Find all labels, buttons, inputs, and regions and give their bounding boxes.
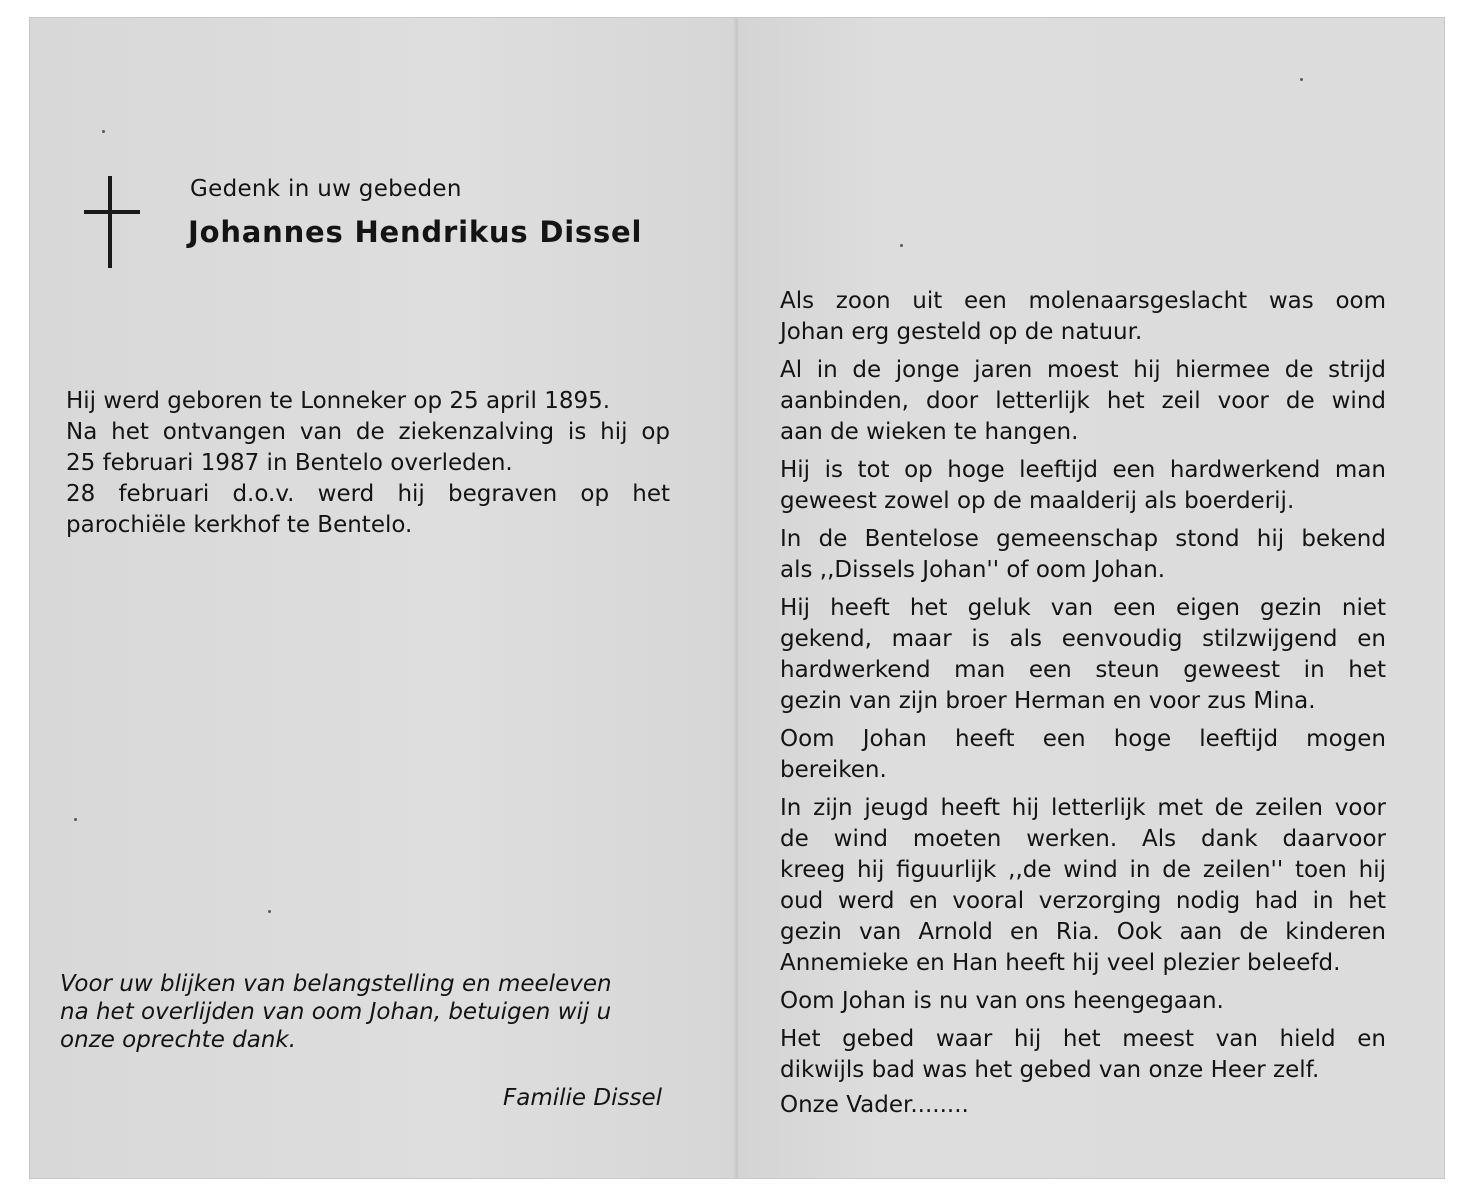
- story-line: Het gebed waar hij het meest van hield en: [780, 1026, 1386, 1052]
- closing-prayer: Onze Vader........: [780, 1092, 969, 1118]
- life-detail-line: parochiële kerkhof te Bentelo.: [66, 512, 413, 538]
- story-paragraph: [780, 455, 1386, 517]
- story-line: Oom Johan heeft een hoge leeftijd mogen: [780, 726, 1386, 752]
- story-paragraph: [780, 593, 1386, 717]
- story-line: In de Bentelose gemeenschap stond hij bekend: [780, 526, 1386, 552]
- story-line: hardwerkend man een steun geweest in het: [780, 657, 1386, 683]
- life-story: [780, 286, 1386, 1093]
- deceased-name: Johannes Hendrikus Dissel: [188, 215, 643, 249]
- story-line: gekend, maar is als eenvoudig stilzwijgend en: [780, 626, 1386, 652]
- story-line: Al in de jonge jaren moest hij hiermee de strijd: [780, 357, 1386, 383]
- story-paragraph: [780, 724, 1386, 786]
- story-line: geweest zowel op de maalderij als boerderij.: [780, 488, 1295, 514]
- life-detail-line: Hij werd geboren te Lonneker op 25 april 1895.: [66, 388, 611, 414]
- story-line: gezin van zijn broer Herman en voor zus Mina.: [780, 688, 1316, 714]
- cross-icon: [84, 176, 140, 268]
- life-detail-line: 28 februari d.o.v. werd hij begraven op het: [66, 481, 670, 507]
- paper-speck: [900, 244, 903, 247]
- story-line: Hij is tot op hoge leeftijd een hardwerkend man: [780, 457, 1386, 483]
- life-detail-line: 25 februari 1987 in Bentelo overleden.: [66, 450, 513, 476]
- story-paragraph: [780, 286, 1386, 348]
- thanks-note: [60, 970, 664, 1054]
- story-line: als ,,Dissels Johan'' of oom Johan.: [780, 557, 1166, 583]
- story-line: Annemieke en Han heeft hij veel plezier beleefd.: [780, 950, 1341, 976]
- paper-speck: [1300, 78, 1303, 81]
- paper-speck: [74, 818, 77, 821]
- remembrance-header: Gedenk in uw gebeden: [190, 176, 462, 202]
- left-page: [30, 18, 738, 1178]
- life-detail-line: Na het ontvangen van de ziekenzalving is hij op: [66, 419, 670, 445]
- family-signature: Familie Dissel: [503, 1085, 662, 1111]
- story-line: Als zoon uit een molenaarsgeslacht was oom: [780, 288, 1386, 314]
- story-line: de wind moeten werken. Als dank daarvoor: [780, 826, 1386, 852]
- story-line: In zijn jeugd heeft hij letterlijk met de zeilen voor: [780, 795, 1386, 821]
- story-line: Johan erg gesteld op de natuur.: [780, 319, 1143, 345]
- story-line: aanbinden, door letterlijk het zeil voor de wind: [780, 388, 1386, 414]
- story-line: bereiken.: [780, 757, 887, 783]
- story-paragraph: [780, 793, 1386, 979]
- story-line: gezin van Arnold en Ria. Ook aan de kinderen: [780, 919, 1386, 945]
- paper-speck: [102, 130, 105, 133]
- story-paragraph: [780, 986, 1386, 1017]
- story-paragraph: [780, 1024, 1386, 1086]
- story-paragraph: [780, 524, 1386, 586]
- thanks-line: Voor uw blijken van belangstelling en meeleven: [60, 971, 612, 997]
- thanks-line: onze oprechte dank.: [60, 1027, 297, 1053]
- story-paragraph: [780, 355, 1386, 448]
- story-line: Oom Johan is nu van ons heengegaan.: [780, 988, 1224, 1014]
- paper-speck: [268, 910, 271, 913]
- story-line: Hij heeft het geluk van een eigen gezin niet: [780, 595, 1386, 621]
- thanks-line: na het overlijden van oom Johan, betuigen wij u: [60, 999, 612, 1025]
- life-details: [66, 386, 670, 541]
- memorial-card: [30, 18, 1444, 1178]
- story-line: dikwijls bad was het gebed van onze Heer zelf.: [780, 1057, 1320, 1083]
- story-line: oud werd en vooral verzorging nodig had in het: [780, 888, 1386, 914]
- story-line: kreeg hij figuurlijk ,,de wind in de zeilen'' toen hij: [780, 857, 1386, 883]
- story-line: aan de wieken te hangen.: [780, 419, 1079, 445]
